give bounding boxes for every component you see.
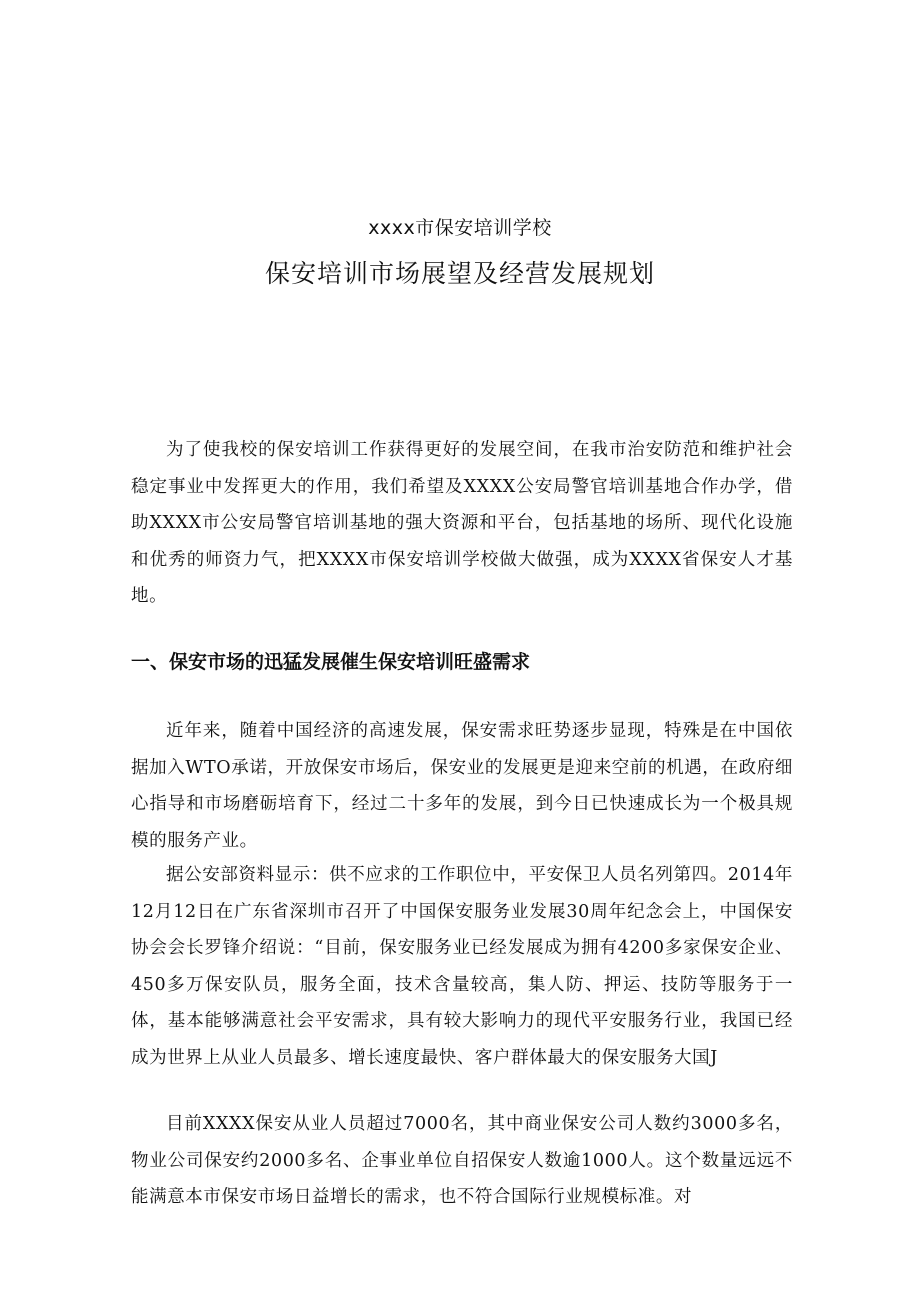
body-paragraph-2: 据公安部资料显示：供不应求的工作职位中，平安保卫人员名列第四。2014年12月12日在广东省深圳市召开了中国保安服务业发展30周年纪念会上，中国保安协会会长罗锋介绍说：“目前，保安服务业已经发展成为拥有4200多家保安企业、450多万保安队员，服务全面，技术含量较高，集人防、押运、技防等服务于一体，基本能够满意社会平安需求，具有较大影响力的现代平安服务行业，我国已经成为世界上从业人员最多、增长速度最快、客户群体最大的保安服务大国J <box>131 865 793 1068</box>
section-heading: 一、保安市场的迅猛发展催生保安培训旺盛需求 <box>131 651 531 673</box>
school-name: xxxx市保安培训学校 <box>368 217 552 239</box>
body-paragraph-1: 近年来，随着中国经济的高速发展，保安需求旺势逐步显现，特殊是在中国依据加入WTO承诺，开放保安市场后，保安业的发展更是迎来空前的机遇，在政府细心指导和市场磨砺培育下，经过二十多年的发展，到今日已快速成长为一个极具规模的服务产业。 <box>131 721 793 851</box>
body-paragraph-3: 目前XXXX保安从业人员超过7000名，其中商业保安公司人数约3000多名，物业公司保安约2000多名、企事业单位自招保安人数逾1000人。这个数量远远不能满意本市保安市场日益增长的需求，也不符合国际行业规模标准。对 <box>131 1114 793 1207</box>
document-title: 保安培训市场展望及经营发展规划 <box>264 259 655 288</box>
intro-paragraph: 为了使我校的保安培训工作获得更好的发展空间，在我市治安防范和维护社会稳定事业中发挥更大的作用，我们希望及XXXX公安局警官培训基地合作办学，借助XXXX市公安局警官培训基地的强大资源和平台，包括基地的场所、现代化设施和优秀的师资力气，把XXXX市保安培训学校做大做强，成为XXXX省保安人才基地。 <box>131 440 793 606</box>
